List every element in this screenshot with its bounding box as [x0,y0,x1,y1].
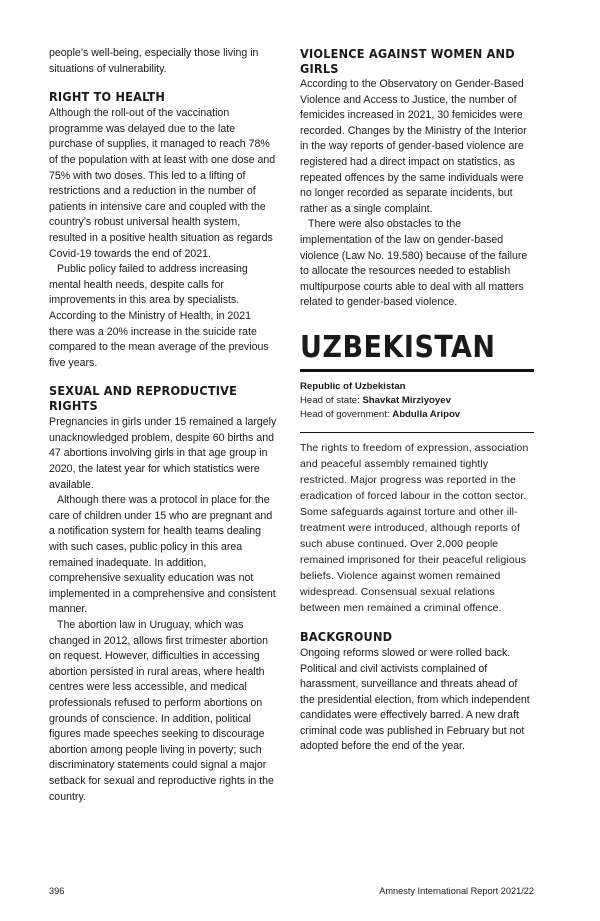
publication-title: Amnesty International Report 2021/22 [379,886,534,896]
country-summary: The rights to freedom of expression, association and peaceful assembly remained tightly restricted. Major progress was reported in the eradication of forced labour in the cotton sector. Some safeguards against torture and other ill-treatment were introduced, although reports of such abuse continued. Over 2,000 people remained imprisoned for their peaceful religious beliefs. Violence against women remained widespread. Consensual sexual relations between men remained a criminal offence. [300,432,534,617]
right-column [300,46,534,755]
sexual-rights-paragraph-2: Although there was a protocol in place for the care of children under 15 who are pregnant and a notification system for health teams dealing with such cases, public policy in this area remained inadequate. In addition, comprehensive sexuality education was not implemented in a comprehensive and consistent manner. [49,494,276,616]
heading-background: BACKGROUND [300,628,393,644]
sexual-rights-paragraph-1: Pregnancies in girls under 15 remained a largely unacknowledged problem, despite 60 births and 47 abortions involving girls in that age group in 2020, the latest year for which statistics were available. [49,416,277,491]
head-of-government-label: Head of government: [300,408,393,420]
head-of-government [300,408,534,422]
left-column [49,46,278,805]
violence-paragraph-1: According to the Observatory on Gender-Based Violence and Access to Justice, the number of femicides increased in 2021, 30 femicides were recorded. Changes by the Ministry of the Interior in the way reports of gender-based violence are registered had a direct impact on statistics, as repeated offences by the same individuals were no longer recorded as separate incidents, but rather as a single complaint. [300,78,527,215]
country-title: UZBEKISTAN [300,331,534,372]
background-paragraph-1: Ongoing reforms slowed or were rolled back. Political and civil activists complained of harassment, surveillance and threats ahead of the presidential election, from which independent candidates were effectively barred. A new draft criminal code was published in February but not adopted before the end of the year. [300,646,530,753]
head-of-state-label: Head of state: [300,394,363,406]
heading-violence-against-women: VIOLENCE AGAINST WOMEN AND GIRLS [300,46,515,76]
intro-paragraph: people’s well-being, especially those living in situations of vulnerability. [49,47,259,75]
country-info [300,380,534,422]
health-paragraph-2: Public policy failed to address increasing mental health needs, despite calls for improvements in this area by specialists. According to the Ministry of Health, in 2021 there was a 20% increase in the suicide rate compared to the mean average of the previous five years. [49,263,269,369]
page-number: 396 [49,886,65,896]
head-of-government-name: Abdulla Aripov [392,408,461,420]
head-of-state-name: Shavkat Mirziyoyev [362,394,451,406]
head-of-state [300,394,534,408]
official-name: Republic of Uzbekistan [300,380,406,392]
health-paragraph-1: Although the roll-out of the vaccination programme was delayed due to the late purchase of supplies, it managed to reach 78% of the population with at least with one dose and 75% with two doses. This led to a lifting of restrictions and a reduction in the number of patients in intensive care and coupled with the country’s robust universal health system, resulted in a positive health situation as regards Covid-19 towards the end of 2021. [49,107,276,260]
heading-right-to-health: RIGHT TO HEALTH [49,89,166,105]
heading-sexual-reproductive-rights: SEXUAL AND REPRODUCTIVE RIGHTS [49,383,238,414]
violence-paragraph-2: There were also obstacles to the implementation of the law on gender-based violence (Law No. 19.580) because of the failure to allocate the resources needed to establish multipurpose courts able to deal with all matters related to gender-based violence. [300,218,528,309]
sexual-rights-paragraph-3: The abortion law in Uruguay, which was changed in 2012, allows first trimester abortion on request. However, difficulties in accessing abortion persisted in rural areas, where health centres were less accessible, and medical professionals refused to perform abortions on grounds of conscience. In addition, political figures made speeches seeking to discourage abortion among people living in poverty; such discriminatory statements could signal a major setback for sexual and reproductive rights in the country. [49,619,274,803]
